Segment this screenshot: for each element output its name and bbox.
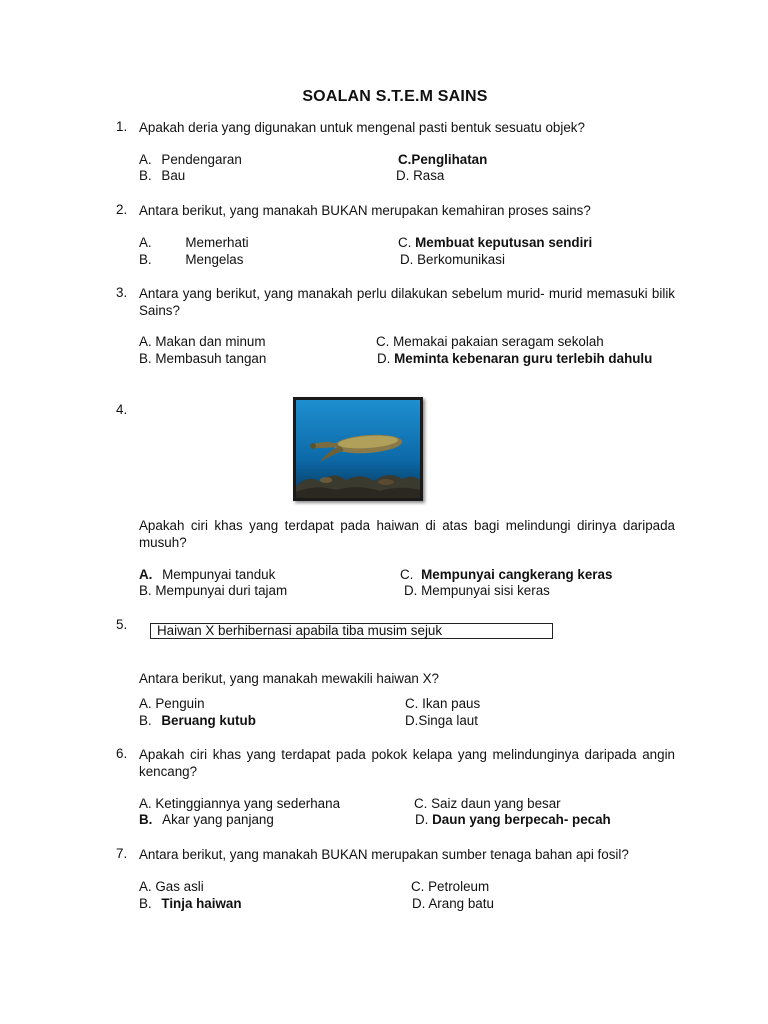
q4-option-c-text: Mempunyai cangkerang keras xyxy=(421,567,613,582)
q6-option-b xyxy=(139,812,274,827)
q7-option-b xyxy=(139,896,242,911)
page-title: SOALAN S.T.E.M SAINS xyxy=(302,88,488,105)
q1-text: Apakah deria yang digunakan untuk mengenal pasti bentuk sesuatu objek? xyxy=(139,120,585,135)
q2-option-b-text: Mengelas xyxy=(185,252,244,267)
q5-statement-box: Haiwan X berhibernasi apabila tiba musim sejuk xyxy=(150,623,553,639)
q6-option-a: A. Ketinggiannya yang sederhana xyxy=(139,796,341,811)
q4-option-a-letter: A. xyxy=(139,567,153,582)
q3-option-d-letter: D. xyxy=(377,351,391,366)
q4-option-a-text: Mempunyai tanduk xyxy=(162,567,276,582)
q7-option-b-letter: B. xyxy=(139,896,152,911)
q5-text: Antara berikut, yang manakah mewakili haiwan X? xyxy=(139,671,439,686)
q1-number: 1. xyxy=(116,119,128,134)
q7-number: 7. xyxy=(116,846,128,861)
q6-number: 6. xyxy=(116,746,128,761)
q2-option-b xyxy=(139,252,243,267)
q5-option-b-text: Beruang kutub xyxy=(161,713,256,728)
q3-option-d xyxy=(377,351,652,366)
q2-option-b-letter: B. xyxy=(139,252,152,267)
q6-option-d xyxy=(415,812,611,827)
q4-option-c-letter: C. xyxy=(400,567,414,582)
q5-number: 5. xyxy=(116,617,128,632)
q3-text: Antara yang berikut, yang manakah perlu dilakukan sebelum murid- murid memasuki bilik Sains? xyxy=(139,286,675,318)
q7-option-b-text: Tinja haiwan xyxy=(161,896,242,911)
q1-option-a-letter: A. xyxy=(139,152,152,167)
q1-option-a xyxy=(139,152,242,167)
q7-option-d: D. Arang batu xyxy=(412,896,494,911)
q2-number: 2. xyxy=(116,202,128,217)
q2-option-c-letter: C. xyxy=(398,235,412,250)
q2-option-a-letter: A. xyxy=(139,235,152,250)
q4-number: 4. xyxy=(116,402,128,417)
q3-option-a: A. Makan dan minum xyxy=(139,334,266,349)
q1-option-b-text: Bau xyxy=(161,168,186,183)
q1-option-a-text: Pendengaran xyxy=(161,152,242,167)
q2-option-d: D. Berkomunikasi xyxy=(400,252,505,267)
q5-option-b xyxy=(139,713,256,728)
q3-option-d-text: Meminta kebenaran guru terlebih dahulu xyxy=(394,351,653,366)
q6-text: Apakah ciri khas yang terdapat pada pokok kelapa yang melindunginya daripada angin kencang? xyxy=(139,747,675,779)
q5-option-c: C. Ikan paus xyxy=(405,696,481,711)
q3-option-b: B. Membasuh tangan xyxy=(139,351,267,366)
q3-number: 3. xyxy=(116,285,128,300)
q1-option-b-letter: B. xyxy=(139,168,152,183)
q2-option-a-text: Memerhati xyxy=(185,235,249,250)
q5-option-d: D.Singa laut xyxy=(405,713,478,728)
q6-option-b-letter: B. xyxy=(139,812,153,827)
q6-option-c: C. Saiz daun yang besar xyxy=(414,796,561,811)
q4-option-b: B. Mempunyai duri tajam xyxy=(139,583,288,598)
q2-option-c xyxy=(398,235,592,250)
q6-option-d-text: Daun yang berpecah- pecah xyxy=(432,812,611,827)
q6-option-b-text: Akar yang panjang xyxy=(162,812,274,827)
q7-option-a: A. Gas asli xyxy=(139,879,204,894)
q2-option-a xyxy=(139,235,249,250)
sea-turtle-illustration xyxy=(296,400,420,498)
q7-text: Antara berikut, yang manakah BUKAN merupakan sumber tenaga bahan api fosil? xyxy=(139,847,629,862)
q4-option-c xyxy=(400,567,612,582)
q6-option-d-letter: D. xyxy=(415,812,429,827)
q1-option-b xyxy=(139,168,185,183)
q4-text: Apakah ciri khas yang terdapat pada haiwan di atas bagi melindungi dirinya daripada musuh? xyxy=(139,518,675,550)
q4-option-d: D. Mempunyai sisi keras xyxy=(404,583,550,598)
q1-option-d: D. Rasa xyxy=(396,168,445,183)
q4-option-a xyxy=(139,567,275,582)
q2-option-c-text: Membuat keputusan sendiri xyxy=(415,235,593,250)
q5-option-a: A. Penguin xyxy=(139,696,205,711)
q2-text: Antara berikut, yang manakah BUKAN merupakan kemahiran proses sains? xyxy=(139,203,591,218)
sea-turtle-photo xyxy=(293,397,423,501)
q1-option-c: C.Penglihatan xyxy=(398,152,488,167)
q5-option-b-letter: B. xyxy=(139,713,152,728)
q3-option-c: C. Memakai pakaian seragam sekolah xyxy=(376,334,604,349)
q7-option-c: C. Petroleum xyxy=(411,879,490,894)
